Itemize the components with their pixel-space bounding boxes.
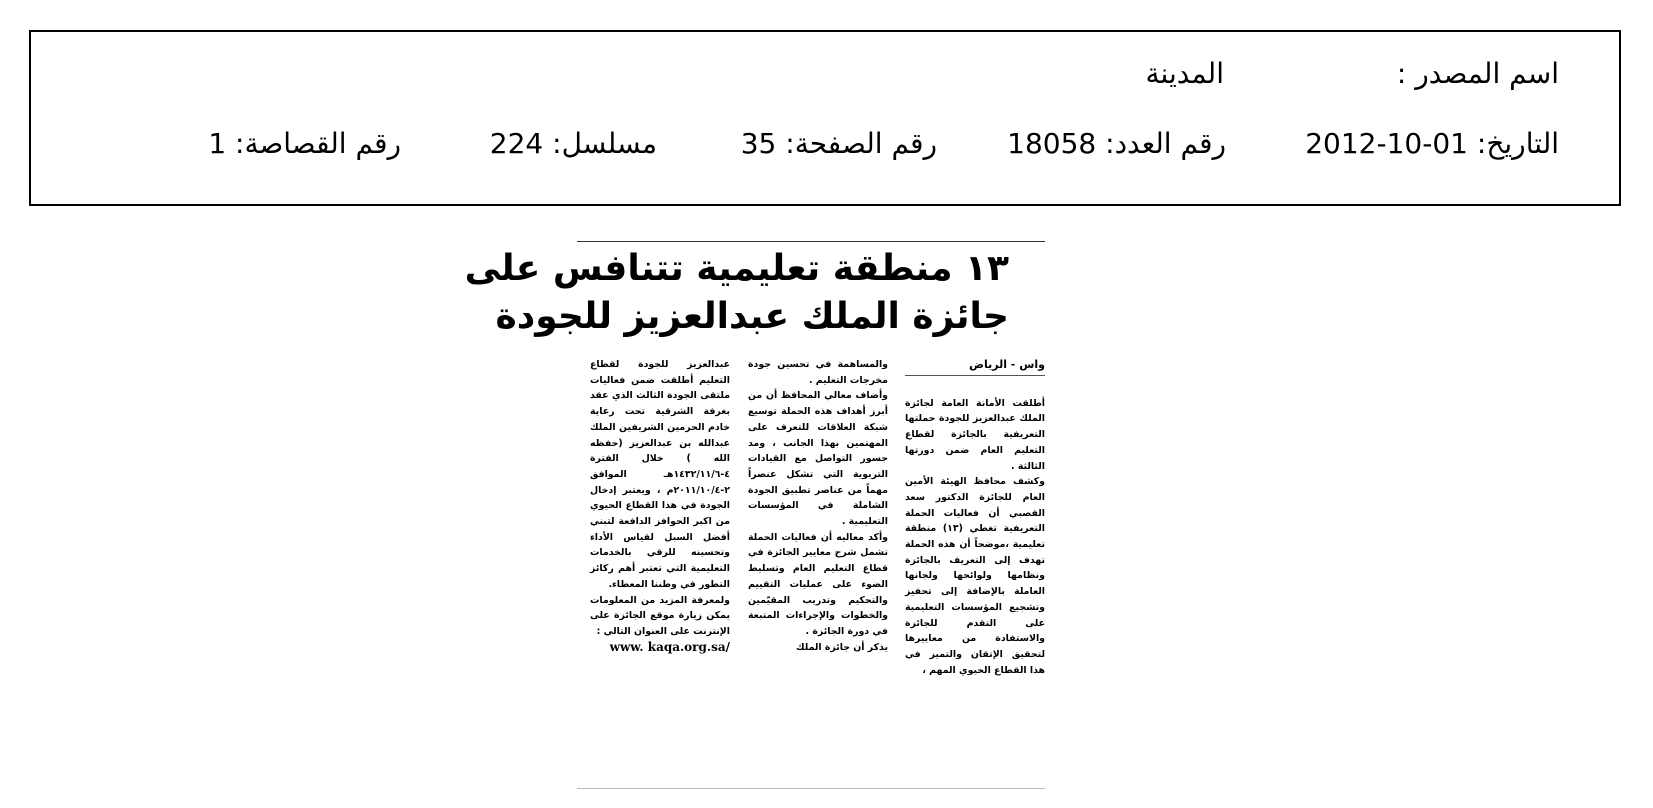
source-label: اسم المصدر : xyxy=(1396,57,1559,90)
paragraph: وأضاف معالي المحافظ أن من أبرز أهداف هذه الحملة توسيع شبكة العلاقات للتعرف على المهتمين بهذا الجانب ، ومد جسور التواصل مع القيادات التربوية التي تشكل عنصراً مهماً من عناصر تطبيق الجودة الشاملة في المؤسسات التعليمية . xyxy=(748,390,888,528)
article-column-2 xyxy=(748,357,888,655)
paragraph: ولمعرفة المزيد من المعلومات يمكن زيارة موقع الجائزة على الإنترنت على العنوان التالي : xyxy=(590,594,730,637)
metadata-box xyxy=(29,30,1621,206)
paragraph: وكشف محافظ الهيئة الأمين العام للجائزة الدكتور سعد القصبي أن فعاليات الحملة التعريفية تغطي (١٣) منطقة تعليمية ،موضحاً أن هذه الحملة تهدف إلى التعريف بالجائزة ونظامها ولوائحها ولجانها العاملة بالإضافة إلى تحفيز وتشجيع المؤسسات التعليمية على التقدم للجائزة والاستفادة من معاييرها لتحقيق الإتقان والتميز في هذا القطاع الحيوي المهم ، xyxy=(905,476,1045,676)
serial-field: مسلسل: 224 xyxy=(489,127,657,160)
paragraph: وأكد معاليه أن فعاليات الحملة تشمل شرح معايير الجائزة في قطاع التعليم العام وتسليط الضوء على عمليات التقييم والتحكيم وتدريب المقيّمين والخطوات والإجراءات المتبعة في دورة الجائزة . xyxy=(748,531,888,637)
website-url: www. kaqa.org.sa/ xyxy=(609,639,730,654)
paragraph: أطلقت الأمانة العامة لجائزة الملك عبدالعزيز للجودة حملتها التعريفية بالجائزة لقطاع التعليم العام ضمن دورتها الثالثة . xyxy=(905,397,1045,472)
newspaper-clipping xyxy=(464,239,1045,789)
headline xyxy=(465,245,1009,341)
paragraph: عبدالعزيز للجودة لقطاع التعليم أطلقت ضمن فعاليات ملتقى الجودة الثالث الذي عقد بغرفة الشرقية تحت رعاية خادم الحرمين الشريفين الملك عبدالله بن عبدالعزيز (حفظه الله ) خلال الفترة ٤-١٤٣٢/١١/٦هـ الموافق ٢-٢٠١١/١٠/٤م ، ويعتبر إدخال الجودة في هذا القطاع الحيوي من اكبر الحوافز الدافعة لتبني أفضل السبل لقياس الأداء وتحسينه للرقي بالخدمات التعليمية التي تعتبر أهم ركائز التطور في وطننا المعطاء. xyxy=(590,359,730,590)
paragraph: يذكر أن جائزة الملك xyxy=(796,641,888,653)
headline-line-1: ١٣ منطقة تعليمية تتنافس على xyxy=(464,248,1009,289)
clip-number-field: رقم القصاصة: 1 xyxy=(208,127,401,160)
paragraph: والمساهمة في تحسين جودة مخرجات التعليم . xyxy=(748,359,888,386)
source-value: المدينة xyxy=(1145,57,1224,90)
article-column-1 xyxy=(905,357,1045,678)
page-field: رقم الصفحة: 35 xyxy=(740,127,937,160)
byline: واس - الرياض xyxy=(905,357,1045,376)
headline-line-2: جائزة الملك عبدالعزيز للجودة xyxy=(495,296,1009,337)
top-rule xyxy=(577,241,1045,242)
issue-field: رقم العدد: 18058 xyxy=(1007,127,1226,160)
bottom-rule xyxy=(577,788,1045,789)
date-field: التاريخ: 01-10-2012 xyxy=(1305,127,1559,160)
article-column-3 xyxy=(590,357,730,655)
